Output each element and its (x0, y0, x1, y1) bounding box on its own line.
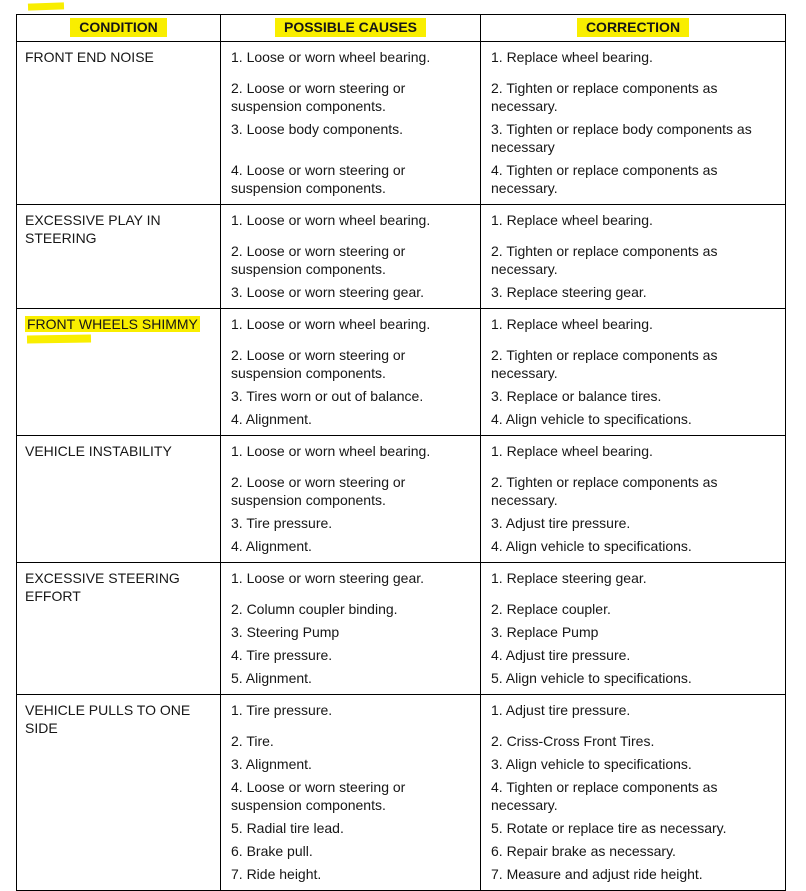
cause-text: 3. Loose or worn steering gear. (221, 283, 481, 308)
condition-row (17, 562, 785, 694)
cause-correction-list (221, 42, 785, 204)
correction-text: 4. Align vehicle to specifications. (491, 538, 692, 554)
cause-correction-pair (221, 79, 785, 120)
cause-correction-pair (221, 755, 785, 778)
cause-text: 4. Tire pressure. (221, 646, 481, 669)
cause-correction-pair (221, 161, 785, 204)
correction-text: 2. Tighten or replace components as necessary. (491, 474, 718, 508)
cause-text: 2. Loose or worn steering or suspension components. (221, 473, 481, 514)
cause-text: 3. Alignment. (221, 755, 481, 778)
correction-text: 5. Rotate or replace tire as necessary. (491, 820, 727, 836)
correction-text: 2. Tighten or replace components as necessary. (491, 347, 718, 381)
correction-text: 2. Tighten or replace components as necessary. (491, 80, 718, 114)
cause-correction-pair (221, 695, 785, 732)
highlighter-mark (27, 334, 91, 343)
correction-text: 6. Repair brake as necessary. (491, 843, 676, 859)
cause-correction-pair (221, 646, 785, 669)
cause-correction-pair (221, 205, 785, 242)
table-header-row (17, 15, 785, 41)
cause-text: 1. Loose or worn wheel bearing. (221, 42, 481, 79)
cause-text: 4. Alignment. (221, 410, 481, 435)
correction-text: 5. Align vehicle to specifications. (491, 670, 692, 686)
table-body (17, 41, 785, 890)
correction-text: 1. Replace wheel bearing. (491, 316, 653, 332)
correction-text: 3. Replace or balance tires. (491, 388, 662, 404)
correction-text: 7. Measure and adjust ride height. (491, 866, 703, 882)
correction-text: 1. Replace wheel bearing. (491, 443, 653, 459)
condition-row (17, 308, 785, 435)
correction-text: 3. Adjust tire pressure. (491, 515, 631, 531)
header-condition (17, 15, 221, 41)
correction-text: 1. Replace wheel bearing. (491, 212, 653, 228)
cause-text: 3. Tire pressure. (221, 514, 481, 537)
highlighter-mark (28, 2, 64, 10)
cause-text: 1. Loose or worn wheel bearing. (221, 436, 481, 473)
condition-cell (17, 205, 221, 308)
condition-label: VEHICLE PULLS TO ONE SIDE (25, 702, 191, 736)
condition-label: FRONT END NOISE (25, 49, 154, 65)
cause-correction-pair (221, 283, 785, 308)
cause-text: 6. Brake pull. (221, 842, 481, 865)
header-correction-label: CORRECTION (577, 18, 689, 37)
correction-text: 3. Replace steering gear. (491, 284, 647, 300)
cause-correction-list (221, 309, 785, 435)
cause-text: 3. Tires worn or out of balance. (221, 387, 481, 410)
cause-text: 4. Loose or worn steering or suspension components. (221, 161, 481, 204)
cause-correction-pair (221, 387, 785, 410)
cause-text: 2. Loose or worn steering or suspension components. (221, 346, 481, 387)
correction-text: 4. Tighten or replace components as necessary. (491, 162, 718, 196)
condition-row (17, 435, 785, 562)
cause-correction-pair (221, 842, 785, 865)
condition-cell (17, 563, 221, 694)
cause-correction-list (221, 695, 785, 890)
cause-correction-list (221, 563, 785, 694)
cause-text: 2. Tire. (221, 732, 481, 755)
correction-text: 3. Replace Pump (491, 624, 599, 640)
condition-row (17, 41, 785, 204)
cause-correction-list (221, 205, 785, 308)
cause-text: 2. Column coupler binding. (221, 600, 481, 623)
cause-text: 5. Alignment. (221, 669, 481, 694)
condition-row (17, 694, 785, 890)
correction-text: 2. Replace coupler. (491, 601, 611, 617)
cause-correction-pair (221, 346, 785, 387)
correction-text: 1. Replace wheel bearing. (491, 49, 653, 65)
cause-text: 2. Loose or worn steering or suspension components. (221, 242, 481, 283)
header-possible-causes (221, 15, 481, 41)
correction-text: 2. Tighten or replace components as necessary. (491, 243, 718, 277)
correction-text: 2. Criss-Cross Front Tires. (491, 733, 655, 749)
cause-text: 3. Loose body components. (221, 120, 481, 161)
cause-correction-pair (221, 819, 785, 842)
cause-text: 7. Ride height. (221, 865, 481, 890)
correction-text: 4. Adjust tire pressure. (491, 647, 631, 663)
cause-correction-pair (221, 623, 785, 646)
cause-correction-pair (221, 309, 785, 346)
condition-label: FRONT WHEELS SHIMMY (27, 316, 198, 332)
header-condition-label: CONDITION (70, 18, 167, 37)
cause-correction-pair (221, 473, 785, 514)
cause-text: 4. Loose or worn steering or suspension components. (221, 778, 481, 819)
correction-text: 4. Align vehicle to specifications. (491, 411, 692, 427)
condition-cell (17, 695, 221, 890)
cause-correction-pair (221, 42, 785, 79)
correction-text: 1. Replace steering gear. (491, 570, 647, 586)
cause-correction-pair (221, 120, 785, 161)
cause-text: 4. Alignment. (221, 537, 481, 562)
condition-label: EXCESSIVE STEERING EFFORT (25, 570, 180, 604)
header-correction (481, 15, 785, 41)
cause-correction-pair (221, 669, 785, 694)
cause-text: 1. Loose or worn wheel bearing. (221, 309, 481, 346)
condition-cell (17, 436, 221, 562)
cause-text: 1. Loose or worn wheel bearing. (221, 205, 481, 242)
troubleshooting-table (16, 14, 786, 891)
cause-text: 3. Steering Pump (221, 623, 481, 646)
cause-text: 5. Radial tire lead. (221, 819, 481, 842)
cause-correction-pair (221, 865, 785, 890)
cause-correction-pair (221, 537, 785, 562)
correction-text: 3. Tighten or replace body components as necessary (491, 121, 752, 155)
condition-cell (17, 42, 221, 204)
header-possible-causes-label: POSSIBLE CAUSES (275, 18, 426, 37)
cause-text: 2. Loose or worn steering or suspension components. (221, 79, 481, 120)
cause-correction-pair (221, 600, 785, 623)
cause-text: 1. Tire pressure. (221, 695, 481, 732)
cause-correction-pair (221, 242, 785, 283)
correction-text: 3. Align vehicle to specifications. (491, 756, 692, 772)
cause-text: 1. Loose or worn steering gear. (221, 563, 481, 600)
condition-cell (17, 309, 221, 435)
condition-row (17, 204, 785, 308)
condition-label: VEHICLE INSTABILITY (25, 443, 172, 459)
correction-text: 4. Tighten or replace components as necessary. (491, 779, 718, 813)
cause-correction-pair (221, 514, 785, 537)
correction-text: 1. Adjust tire pressure. (491, 702, 631, 718)
cause-correction-pair (221, 436, 785, 473)
cause-correction-pair (221, 563, 785, 600)
cause-correction-pair (221, 732, 785, 755)
condition-label: EXCESSIVE PLAY IN STEERING (25, 212, 161, 246)
cause-correction-pair (221, 778, 785, 819)
cause-correction-list (221, 436, 785, 562)
cause-correction-pair (221, 410, 785, 435)
